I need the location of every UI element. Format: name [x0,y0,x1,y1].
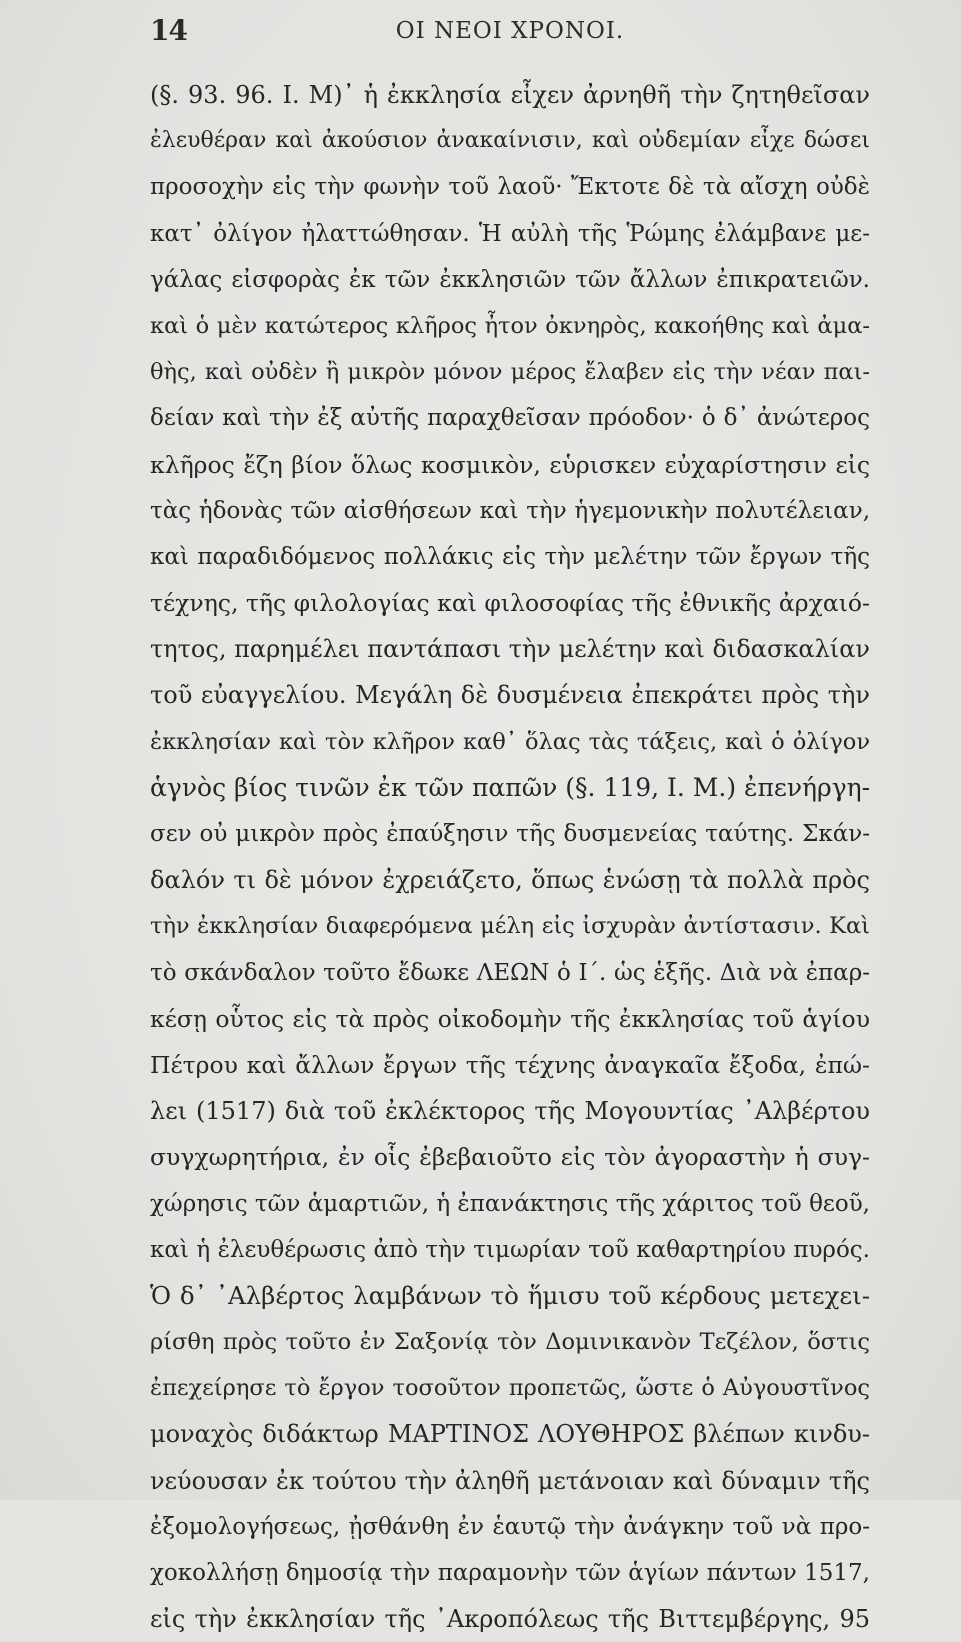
text-line: καὶ ὁ μὲν κατώτερος κλῆρος ἦτον ὀκνηρὸς, κακοήθης καὶ ἀμα- [150,312,870,339]
text-line: κατ᾿ ὀλίγον ἠλαττώθησαν. Ἡ αὐλὴ τῆς Ῥώμης ἐλάμβανε με- [150,220,870,247]
text-line: θὴς, καὶ οὐδὲν ἢ μικρὸν μόνον μέρος ἔλαβεν εἰς τὴν νέαν παι- [150,359,870,386]
text-line: καὶ ἡ ἐλευθέρωσις ἀπὸ τὴν τιμωρίαν τοῦ καθαρτηρίου πυρός. [150,1236,870,1263]
body-text [150,72,870,1642]
text-line: τὴν ἐκκλησίαν διαφερόμενα μέλη εἰς ἰσχυρὰν ἀντίστασιν. Καὶ [150,913,870,940]
text-line: τοῦ εὐαγγελίου. Μεγάλη δὲ δυσμένεια ἐπεκράτει πρὸς τὴν [150,681,870,710]
text-line: λει (1517) διὰ τοῦ ἐκλέκτορος τῆς Μογουντίας ᾿Αλβέρτου [150,1097,870,1126]
page-header [150,14,870,48]
text-line: δείαν καὶ τὴν ἐξ αὐτῆς παραχθεῖσαν πρόοδον· ὁ δ᾿ ἀνώτερος [150,405,870,432]
text-line: μοναχὸς διδάκτωρ ΜΑΡΤΙΝΟΣ ΛΟΥΘΗΡΟΣ βλέπων κινδυ- [150,1420,870,1449]
text-line: τὸ σκάνδαλον τοῦτο ἔδωκε ΛΕΩΝ ὁ Ι΄. ὡς ἑξῆς. Διὰ νὰ ἐπαρ- [150,959,870,986]
text-line: ἐκκλησίαν καὶ τὸν κλῆρον καθ᾿ ὅλας τὰς τάξεις, καὶ ὁ ὀλίγον [150,728,870,755]
text-line: συγχωρητήρια, ἐν οἷς ἐβεβαιοῦτο εἰς τὸν ἀγοραστὴν ἡ συγ- [150,1143,870,1172]
text-line: κλῆρος ἔζη βίον ὅλως κοσμικὸν, εὑρισκεν εὐχαρίστησιν εἰς [150,450,870,479]
text-line: καὶ παραδιδόμενος πολλάκις εἰς τὴν μελέτην τῶν ἔργων τῆς [150,543,870,570]
text-line: ἐξομολογήσεως, ᾐσθάνθη ἐν ἑαυτῷ τὴν ἀνάγκην τοῦ νὰ προ- [150,1513,870,1540]
text-line: χώρησις τῶν ἁμαρτιῶν, ἡ ἐπανάκτησις τῆς χάριτος τοῦ θεοῦ, [150,1190,870,1217]
text-line: εἰς τὴν ἐκκλησίαν τῆς ᾿Ακροπόλεως τῆς Βιττεμβέργης, 95 [150,1605,870,1634]
text-line: δαλόν τι δὲ μόνον ἐχρειάζετο, ὅπως ἑνώσῃ τὰ πολλὰ πρὸς [150,866,870,895]
text-line: σεν οὐ μικρὸν πρὸς ἐπαύξησιν τῆς δυσμενείας ταύτης. Σκάν- [150,821,870,847]
text-line: ἐλευθέραν καὶ ἀκούσιον ἀνακαίνισιν, καὶ οὐδεμίαν εἶχε δώσει [150,128,870,154]
text-line: Πέτρου καὶ ἄλλων ἔργων τῆς τέχνης ἀναγκαῖα ἔξοδα, ἐπώ- [150,1050,870,1079]
text-line: τὰς ἡδονὰς τῶν αἰσθήσεων καὶ τὴν ἡγεμονικὴν πολυτέλειαν, [150,497,870,524]
text-line: τητος, παρημέλει παντάπασι τὴν μελέτην καὶ διδασκαλίαν [150,635,870,664]
text-line: ἐπεχείρησε τὸ ἔργον τοσοῦτον προπετῶς, ὥστε ὁ Αὐγουστῖνος [150,1375,870,1402]
text-line: προσοχὴν εἰς τὴν φωνὴν τοῦ λαοῦ· Ἔκτοτε δὲ τὰ αἴσχη οὐδὲ [150,174,870,201]
text-line: γάλας εἰσφορὰς ἐκ τῶν ἐκκλησιῶν τῶν ἄλλων ἐπικρατειῶν. [150,266,870,293]
text-line: νεύουσαν ἐκ τούτου τὴν ἀληθῆ μετάνοιαν καὶ δύναμιν τῆς [150,1466,870,1495]
text-line: τέχνης, τῆς φιλολογίας καὶ φιλοσοφίας τῆς ἐθνικῆς ἀρχαιό- [150,589,870,618]
text-line: Ὁ δ᾿ ᾿Αλβέρτος λαμβάνων τὸ ἥμισυ τοῦ κέρδους μετεχει- [150,1280,870,1310]
text-line: (§. 93. 96. Ι. Μ)᾿ ἡ ἐκκλησία εἶχεν ἀρνηθῆ τὴν ζητηθεῖσαν [150,81,870,109]
running-title: ΟΙ ΝΕΟΙ ΧΡΟΝΟΙ. [395,18,625,44]
page-number: 14 [150,14,187,47]
text-line: ἁγνὸς βίος τινῶν ἐκ τῶν παπῶν (§. 119, Ι. Μ.) ἐπενήργη- [150,772,870,802]
text-line: ρίσθη πρὸς τοῦτο ἐν Σαξονίᾳ τὸν Δομινικανὸν Τεζέλον, ὅστις [150,1329,870,1356]
text-line: χοκολλήσῃ δημοσίᾳ τὴν παραμονὴν τῶν ἁγίων πάντων 1517, [150,1560,870,1586]
text-line: κέσῃ οὗτος εἰς τὰ πρὸς οἰκοδομὴν τῆς ἐκκλησίας τοῦ ἁγίου [150,1004,870,1033]
